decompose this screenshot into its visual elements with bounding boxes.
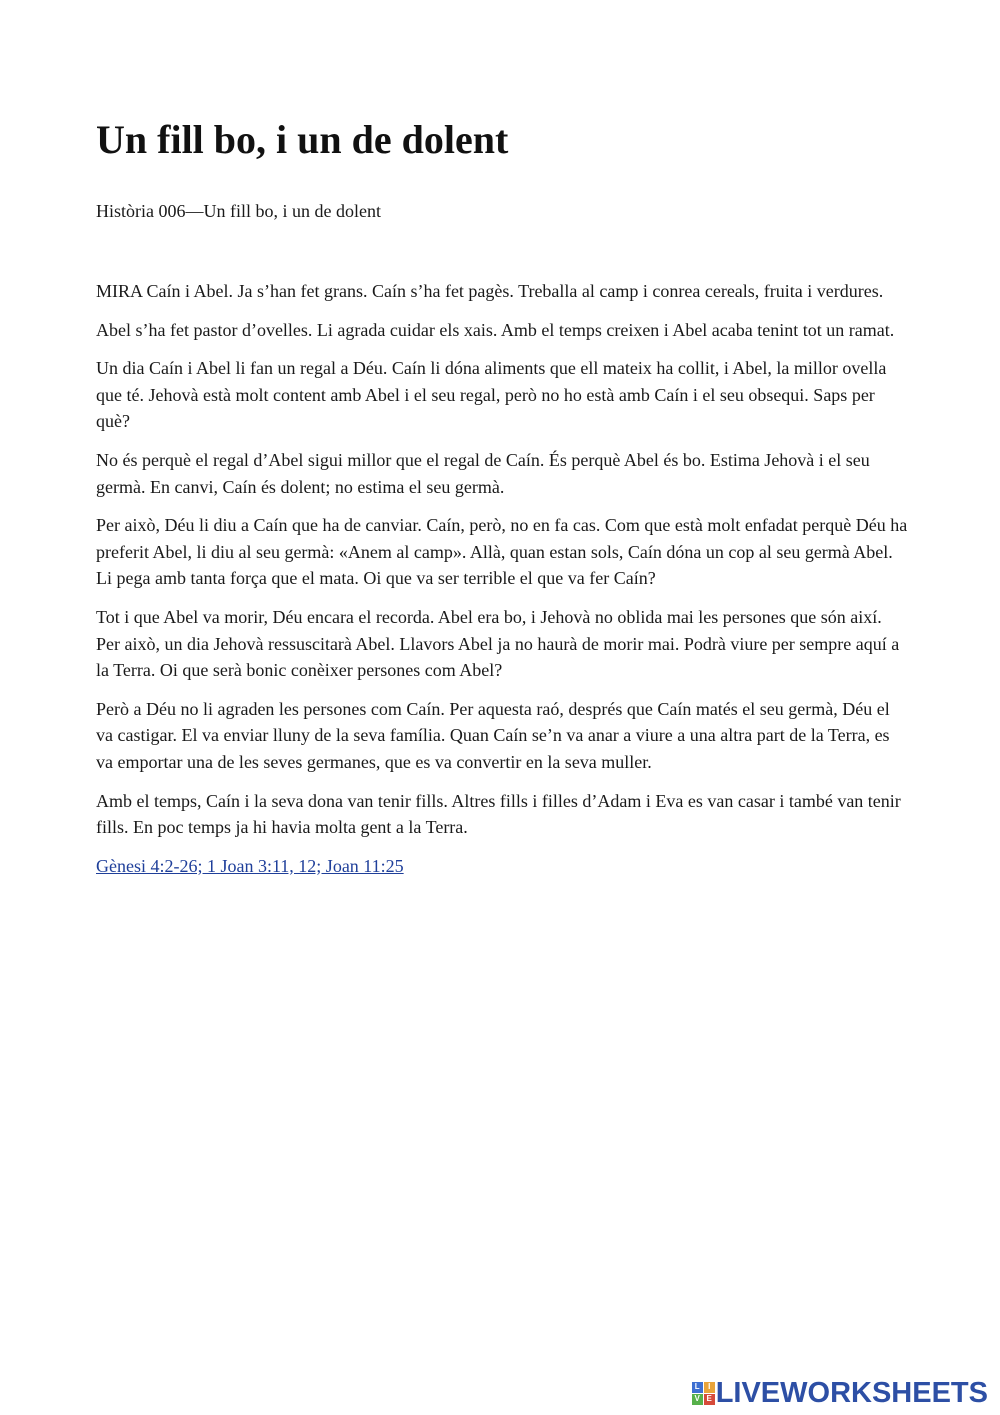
logo-letter-i: I (704, 1382, 715, 1393)
story-body (96, 278, 908, 879)
story-paragraph: Per això, Déu li diu a Caín que ha de canviar. Caín, però, no en fa cas. Com que està molt enfadat perquè Déu ha preferit Abel, li diu al seu germà: «Anem al camp». Allà, quan estan sols, Caín dóna un cop al seu germà Abel. Li pega amb tanta força que el mata. Oi que va ser terrible el que va fer Caín? (96, 515, 908, 589)
story-subtitle: Història 006—Un fill bo, i un de dolent (96, 201, 381, 221)
brand-wordmark: LIVEWORKSHEETS (715, 1377, 988, 1409)
liveworksheets-brand (692, 1377, 988, 1409)
logo-letter-v: V (692, 1394, 703, 1405)
story-paragraph: Però a Déu no li agraden les persones com Caín. Per aquesta raó, després que Caín matés el seu germà, Déu el va castigar. El va enviar lluny de la seva família. Quan Caín se’n va anar a viure a una altra part de la Terra, es va emportar una de les seves germanes, que es va convertir en la seva muller. (96, 698, 890, 772)
story-paragraph: Amb el temps, Caín i la seva dona van tenir fills. Altres fills i filles d’Adam i Eva es van casar i també van tenir fills. En poc temps ja hi havia molta gent a la Terra. (96, 790, 901, 838)
scripture-reference-link[interactable]: Gènesi 4:2-26; 1 Joan 3:11, 12; Joan 11:25 (96, 855, 404, 876)
story-paragraph: MIRA Caín i Abel. Ja s’han fet grans. Caín s’ha fet pagès. Treballa al camp i conrea cereals, fruita i verdures. (96, 281, 884, 301)
story-paragraph: Abel s’ha fet pastor d’ovelles. Li agrada cuidar els xais. Amb el temps creixen i Abel acaba tenint tot un ramat. (96, 319, 895, 340)
story-paragraph: Tot i que Abel va morir, Déu encara el recorda. Abel era bo, i Jehovà no oblida mai les persones que són així. Per això, un dia Jehovà ressuscitarà Abel. Llavors Abel ja no haurà de morir mai. Podrà viure per sempre aquí a la Terra. Oi que serà bonic conèixer persones com Abel? (96, 606, 900, 681)
logo-letter-e: E (704, 1394, 715, 1405)
story-paragraph: Un dia Caín i Abel li fan un regal a Déu. Caín li dóna aliments que ell mateix ha collit, i Abel, la millor ovella que té. Jehovà està molt content amb Abel i el seu regal, però no ho està amb Caín i el seu obsequi. Saps per què? (96, 358, 887, 432)
page-title: Un fill bo, i un de dolent (96, 117, 509, 162)
liveworksheets-logo-icon (692, 1382, 714, 1404)
logo-letter-l: L (692, 1382, 703, 1393)
story-paragraph: No és perquè el regal d’Abel sigui millor que el regal de Caín. És perquè Abel és bo. Estima Jehovà i el seu germà. En canvi, Caín és dolent; no estima el seu germà. (96, 449, 870, 497)
